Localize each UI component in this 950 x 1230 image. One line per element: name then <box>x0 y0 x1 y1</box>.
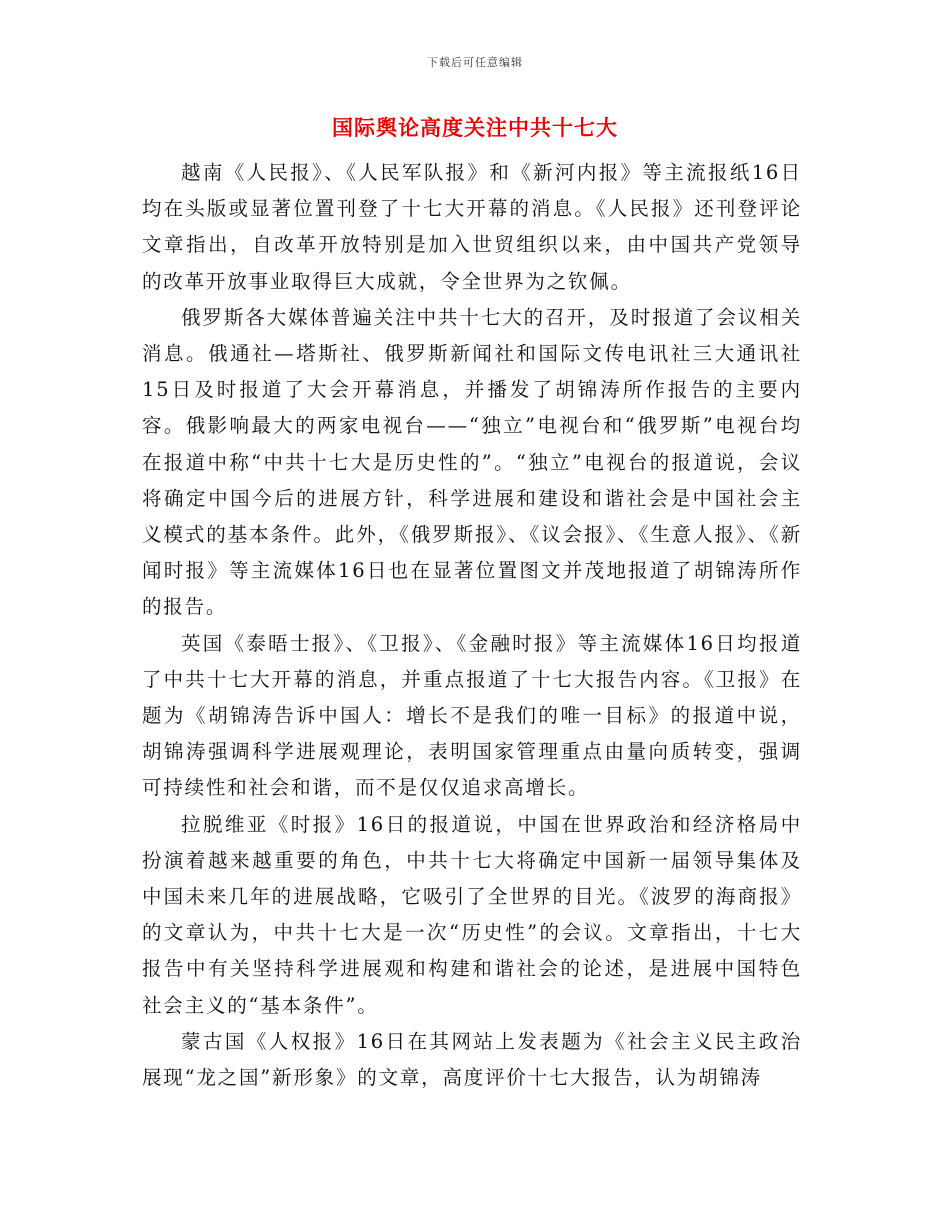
paragraph-mongolia: 蒙古国《人权报》16日在其网站上发表题为《社会主义民主政治展现“龙之国”新形象》的文章，高度评价十七大报告，认为胡锦涛 <box>142 1029 802 1090</box>
paragraph-vietnam: 越南《人民报》、《人民军队报》和《新河内报》等主流报纸16日均在头版或显著位置刊登了十七大开幕的消息。《人民报》还刊登评论文章指出，自改革开放特别是加入世贸组织以来，由中国共产党领导的改革开放事业取得巨大成就，令全世界为之钦佩。 <box>142 161 802 293</box>
header-note: 下载后可任意编辑 <box>427 56 523 69</box>
document-title: 国际舆论高度关注中共十七大 <box>332 115 618 140</box>
document-body <box>142 155 802 1096</box>
paragraph-russia: 俄罗斯各大媒体普遍关注中共十七大的召开，及时报道了会议相关消息。俄通社—塔斯社、俄罗斯新闻社和国际文传电讯社三大通讯社15日及时报道了大会开幕消息，并播发了胡锦涛所作报告的主要内容。俄影响最大的两家电视台——“独立”电视台和“俄罗斯”电视台均在报道中称“中共十七大是历史性的”。“独立”电视台的报道说，会议将确定中国今后的进展方针，科学进展和建设和谐社会是中国社会主义模式的基本条件。此外，《俄罗斯报》、《议会报》、《生意人报》、《新闻时报》等主流媒体16日也在显著位置图文并茂地报道了胡锦涛所作的报告。 <box>142 305 802 619</box>
paragraph-uk: 英国《泰晤士报》、《卫报》、《金融时报》等主流媒体16日均报道了中共十七大开幕的消息，并重点报道了十七大报告内容。《卫报》在题为《胡锦涛告诉中国人：增长不是我们的唯一目标》的报道中说，胡锦涛强调科学进展观理论，表明国家管理重点由量向质转变，强调可持续性和社会和谐，而不是仅仅追求高增长。 <box>142 631 802 800</box>
paragraph-latvia: 拉脱维亚《时报》16日的报道说，中国在世界政治和经济格局中扮演着越来越重要的角色，中共十七大将确定中国新一届领导集体及中国未来几年的进展战略，它吸引了全世界的目光。《波罗的海商报》的文章认为，中共十七大是一次“历史性”的会议。文章指出，十七大报告中有关坚持科学进展观和构建和谐社会的论述，是进展中国特色社会主义的“基本条件”。 <box>142 812 802 1017</box>
